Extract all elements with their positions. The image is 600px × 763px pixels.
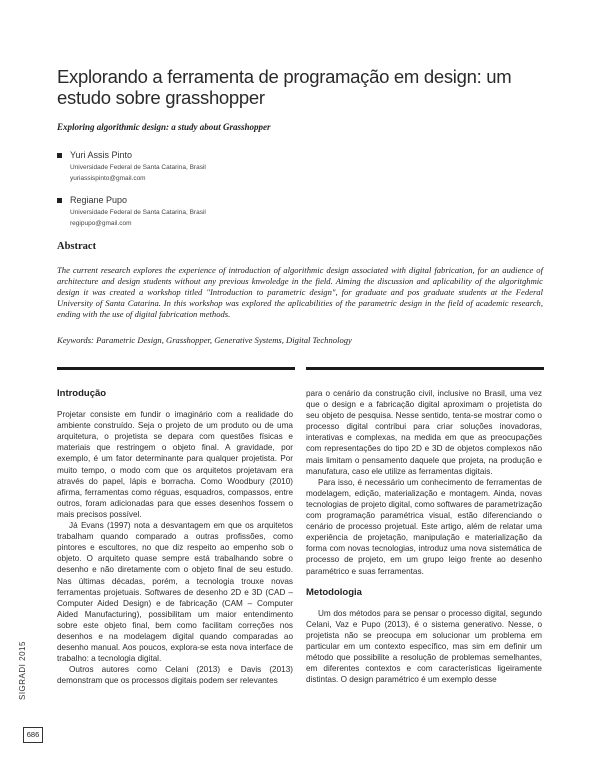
author-name: Yuri Assis Pinto: [70, 150, 133, 160]
author-name: Regiane Pupo: [70, 195, 128, 205]
author-bullet: [57, 198, 62, 203]
intro-heading: Introdução: [57, 388, 107, 399]
paper-title: Explorando a ferramenta de programação em design: um estudo sobre grasshopper: [57, 66, 512, 108]
author-email: yuriassispinto@gmail.com: [70, 175, 146, 182]
body-paragraph: para o cenário da construção civil, inclusive no Brasil, uma vez que o design e a fabricação digital aproximam o projetista do seu objeto de pesquisa. Nesse sentido, tenta-se mostrar como o processo digital contribui para criar soluções inovadoras, interativas e complexas, na medida em que as preocupações com representações do tipo 2D e 3D de objetos complexos não mais limitam o pensamento daquele que projeta, na produção e manufatura, caso ele utilize as ferramentas digitais.: [306, 389, 542, 476]
author-affiliation: Universidade Federal de Santa Catarina, Brasil: [70, 164, 206, 171]
abstract-heading: Abstract: [57, 241, 97, 252]
body-paragraph: Projetar consiste em fundir o imaginário com a realidade do ambiente construído. Seja o projeto de um produto ou de uma arquitetura, o projetista se depara com questões físicas e materiais que restringem o objeto final. A gravidade, por exemplo, é um fator determinante para qualquer projetista. Por muito tempo, o modo com que os arquitetos projetavam era através do papel, lápis e borracha. Como Woodbury (2010) afirma, ferramentas como réguas, esquadros, compassos, entre outros, foram adicionadas para que esses desenhos fossem o mais precisos possível.: [57, 410, 293, 519]
page-number: 686: [23, 727, 43, 743]
conference-label: SIGRADI 2015: [18, 641, 27, 700]
body-paragraph: Já Evans (1997) nota a desvantagem em que os arquitetos trabalham quando comparado a outras profissões, como pintores e escultores, no que diz respeito ao empenho sob o objeto. O arquiteto quase sempre está trabalhando sobre o desenho e não diretamente com o objeto final de seu estudo. Nas últimas décadas, porém, a tecnologia trouxe novas ferramentas projetuais. Softwares de desenho 2D e 3D (CAD – Computer Aided Design) e de fabricação (CAM – Computer Aided Manufacturing), possibilitam um maior entendimento sobre este objeto final, bem como facilitam correções nos desenhos e na modelagem digital quando comparadas ao desenho manual. Aos poucos, explora-se esta nova interface de trabalho: a tecnologia digital.: [57, 521, 293, 664]
english-subtitle: Exploring algorithmic design: a study about Grasshopper: [57, 122, 271, 132]
body-paragraph: Outros autores como Celani (2013) e Davis (2013) demonstram que os processos digitais podem ser relevantes: [57, 665, 293, 686]
abstract-text: The current research explores the experience of introduction of algorithmic design associated with digital fabrication, for an audience of architecture and design students without any previous knwoledge in the field. Aiming the discussion and aplicability of the algoritghmic design it was created a workshop titled "Introduction to parametric design", for graduate and pos graduate students at the Federal University of Santa Catarina. In this workshop was explored the aplicabilities of the parametric design in the field of academic research, ending with the use of digital fabrication methods.: [57, 265, 543, 319]
method-heading: Metodologia: [306, 586, 362, 598]
body-paragraph: Para isso, é necessário um conhecimento de ferramentas de modelagem, edição, materialização e montagem. Ainda, novas tecnologias de projeto digital, como softwares de parametrização com programação paramétrica visual, estão diferenciando o cenário de processo projetual. Este artigo, além de relatar uma experiência de projetação, manipulação e materialização da forma com novas tecnologias, introduz uma nova sistemática de processo de projeto, em um grupo leigo frente ao desenho paramétrico e suas ferramentas.: [306, 477, 542, 576]
keywords: Keywords: Parametric Design, Grasshopper, Generative Systems, Digital Technology: [57, 335, 352, 345]
author-bullet: [57, 153, 62, 158]
section-divider: [306, 367, 544, 370]
author-affiliation: Universidade Federal de Santa Catarina, Brasil: [70, 209, 206, 216]
author-email: regipupo@gmail.com: [70, 220, 132, 227]
body-paragraph: Um dos métodos para se pensar o processo digital, segundo Celani, Vaz e Pupo (2013), é o sistema generativo. Nesse, o projetista não se preocupa em solucionar um problema em particular em um contexto específico, mas sim em definir um método que possibilite a resolução de problemas semelhantes, em diferentes contextos e com características ligeiramente distintas. O design paramétrico é um exemplo desse: [306, 608, 542, 685]
right-column: [306, 388, 542, 685]
section-divider: [57, 367, 295, 370]
left-column: [57, 388, 293, 686]
